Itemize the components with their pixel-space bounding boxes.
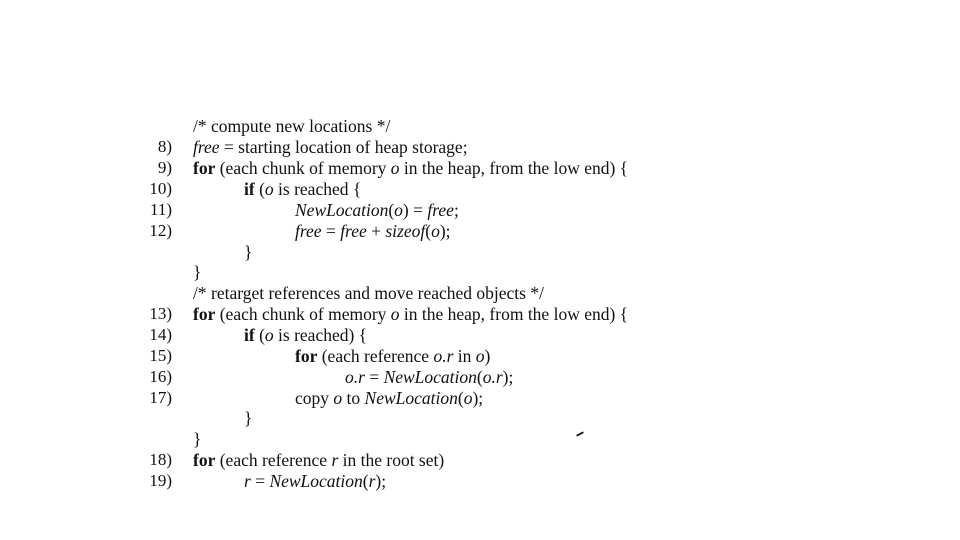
code-token: o	[390, 158, 400, 178]
code-token: o	[333, 388, 343, 408]
line-number: 13)	[149, 304, 172, 323]
code-token: );	[439, 221, 451, 241]
code-token: in the heap, from the low end) {	[399, 304, 629, 324]
code-token: for	[193, 304, 216, 324]
code-token: sizeof	[385, 221, 426, 241]
code-text	[193, 116, 390, 136]
code-line	[0, 242, 960, 262]
code-token: to	[342, 388, 365, 408]
code-token: (each chunk of memory	[215, 158, 391, 178]
code-line	[0, 221, 960, 241]
code-token: in the root set)	[338, 450, 445, 470]
line-number: 17)	[149, 388, 172, 407]
code-text	[193, 450, 444, 470]
code-token: }	[193, 262, 202, 282]
code-token: in the heap, from the low end) {	[399, 158, 629, 178]
code-text	[295, 200, 459, 220]
code-token: }	[193, 429, 202, 449]
code-token: (	[254, 179, 265, 199]
code-line	[0, 346, 960, 366]
code-token: copy	[295, 388, 334, 408]
code-text	[244, 179, 361, 199]
code-token: (	[362, 471, 369, 491]
code-token: (	[476, 367, 483, 387]
code-text	[345, 367, 513, 387]
code-token: is reached {	[273, 179, 362, 199]
code-token: +	[366, 221, 386, 241]
code-token: r	[368, 471, 376, 491]
code-line	[0, 367, 960, 387]
code-token: NewLocation	[295, 200, 389, 220]
code-token: o	[264, 325, 274, 345]
code-text	[295, 221, 451, 241]
code-token: for	[193, 158, 216, 178]
code-token: (	[254, 325, 265, 345]
code-token: o	[390, 304, 400, 324]
code-line	[0, 283, 960, 303]
code-line	[0, 388, 960, 408]
code-token: if	[244, 325, 255, 345]
code-text	[193, 283, 544, 303]
code-line	[0, 408, 960, 428]
code-token: /* retarget references and move reached objects */	[193, 283, 544, 303]
code-text	[295, 388, 483, 408]
code-token: }	[244, 242, 253, 262]
code-token: NewLocation	[269, 471, 363, 491]
code-token: (	[425, 221, 432, 241]
code-token: =	[321, 221, 341, 241]
line-number: 8)	[157, 137, 172, 156]
code-token: (each reference	[317, 346, 434, 366]
code-text	[193, 158, 628, 178]
code-token: o.r	[482, 367, 503, 387]
code-token: );	[375, 471, 387, 491]
line-number: 12)	[149, 221, 172, 240]
code-token: for	[193, 450, 216, 470]
code-token: (each reference	[215, 450, 332, 470]
code-token: = starting location of heap storage;	[219, 137, 468, 157]
code-text	[244, 325, 367, 345]
code-line	[0, 200, 960, 220]
code-token: ;	[453, 200, 459, 220]
code-token: );	[502, 367, 514, 387]
code-line	[0, 471, 960, 491]
code-token: free	[340, 221, 367, 241]
code-line	[0, 158, 960, 178]
line-number: 10)	[149, 179, 172, 198]
code-token: =	[250, 471, 270, 491]
code-token: o	[264, 179, 274, 199]
code-token: o	[475, 346, 485, 366]
code-text	[193, 429, 201, 449]
code-token: }	[244, 408, 253, 428]
code-line	[0, 116, 960, 136]
code-token: for	[295, 346, 318, 366]
code-token: )	[484, 346, 491, 366]
code-line	[0, 304, 960, 324]
line-number: 9)	[157, 158, 172, 177]
code-line	[0, 429, 960, 449]
code-token: );	[472, 388, 484, 408]
code-token: NewLocation	[383, 367, 477, 387]
code-line	[0, 137, 960, 157]
code-text	[244, 471, 386, 491]
code-token: /* compute new locations */	[193, 116, 391, 136]
code-token: o	[394, 200, 403, 220]
code-token: free	[295, 221, 322, 241]
code-token: free	[193, 137, 220, 157]
code-token: o.r	[433, 346, 454, 366]
code-line	[0, 179, 960, 199]
code-token: o	[463, 388, 473, 408]
code-token: o	[431, 221, 440, 241]
code-token: o.r	[345, 367, 365, 387]
code-text	[193, 262, 201, 282]
code-token: (each chunk of memory	[215, 304, 391, 324]
line-number: 11)	[149, 200, 172, 219]
code-token: r	[244, 471, 251, 491]
code-text	[193, 137, 468, 157]
code-text	[193, 304, 628, 324]
code-token: NewLocation	[364, 388, 458, 408]
code-line	[0, 325, 960, 345]
code-token: (	[457, 388, 464, 408]
code-token: is reached) {	[273, 325, 368, 345]
code-token: if	[244, 179, 255, 199]
line-number: 15)	[149, 346, 172, 365]
code-line	[0, 450, 960, 470]
code-text	[244, 408, 252, 428]
code-text	[295, 346, 490, 366]
code-text	[244, 242, 252, 262]
code-token: ) =	[402, 200, 428, 220]
code-token: r	[331, 450, 339, 470]
code-token: free	[427, 200, 454, 220]
code-token: (	[388, 200, 395, 220]
line-number: 18)	[149, 450, 172, 469]
line-number: 16)	[149, 367, 172, 386]
code-token: in	[453, 346, 476, 366]
line-number: 14)	[149, 325, 172, 344]
code-line	[0, 262, 960, 282]
line-number: 19)	[149, 471, 172, 490]
code-token: =	[364, 367, 384, 387]
